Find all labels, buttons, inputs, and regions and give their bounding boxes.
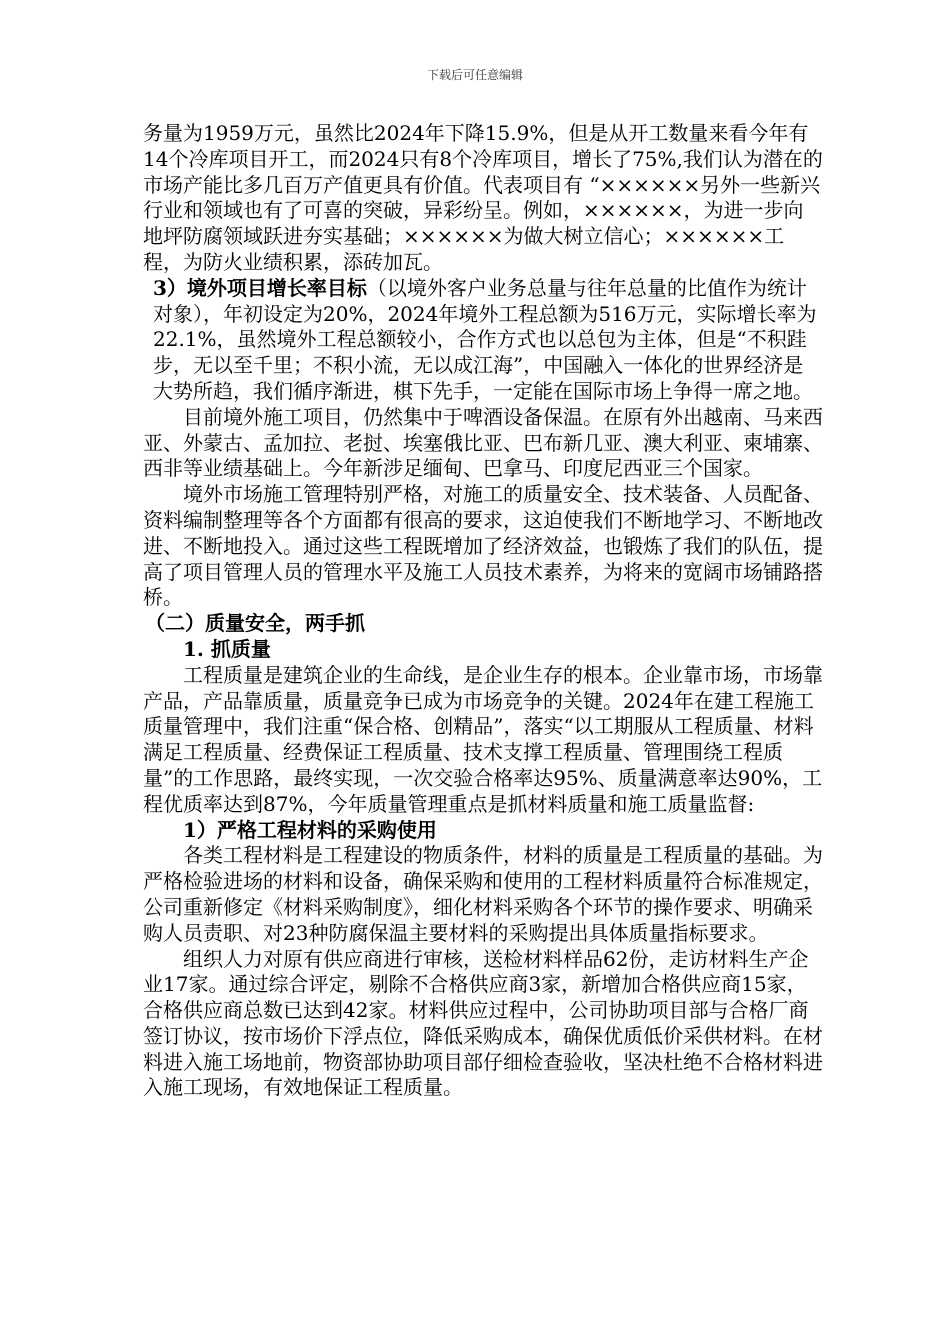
paragraph-supplier-review: 组织人力对原有供应商进行审核，送检材料样品62份，走访材料生产企业17家。通过综合评定，剔除不合格供应商3家，新增加合格供应商15家，合格供应商总数已达到42家。材料供应过程中，公司协助项目部与合格厂商签订协议，按市场价下浮点位，降低采购成本，确保优质低价采供材料。在材料进入施工场地前，物资部协助项目部仔细检查验收，坚决杜绝不合格材料进入施工现场，有效地保证工程质量。	[143, 946, 823, 1100]
paragraph-domestic-business: 务量为1959万元，虽然比2024年下降15.9%，但是从开工数量来看今年有14个冷库项目开工，而2024只有8个冷库项目，增长了75%,我们认为潜在的市场产能比多几百万产值更具有价值。代表项目有 “××××××另外一些新兴行业和领域也有了可喜的突破，异彩纷呈。例如，××××××，为进一步向地坪防腐领域跃进夯实基础；××××××为做大树立信心；××××××工程，为防火业绩积累，添砖加瓦。	[143, 121, 823, 274]
subsection-heading-quality: 1. 抓质量	[183, 636, 271, 661]
document-body	[143, 121, 823, 1101]
overseas-growth-body: （以境外客户业务总量与往年总量的比值作为统计对象），年初设定为20%，2024年境外工程总额为516万元，实际增长率为22.1%，虽然境外工程总额较小，合作方式也以总包为主体，但是“不积跬步，无以至千里；不积小流，无以成江海”，中国融入一体化的世界经济是大势所趋，我们循序渐进，棋下先手，一定能在国际市场上争得一席之地。	[153, 275, 817, 403]
paragraph-quality-overview: 工程质量是建筑企业的生命线，是企业生存的根本。企业靠市场，市场靠产品，产品靠质量，质量竞争已成为市场竞争的关键。2024年在建工程施工质量管理中，我们注重“保合格、创精品”，落实“以工期服从工程质量、材料满足工程质量、经费保证工程质量、技术支撑工程质量、管理围绕工程质量”的工作思路，最终实现，一次交验合格率达95%、质量满意率达90%，工程优质率达到87%，今年质量管理重点是抓材料质量和施工质量监督:	[143, 662, 823, 816]
page-header: 下载后可任意编辑	[426, 68, 523, 82]
subsection-heading-materials: 1）严格工程材料的采购使用	[183, 817, 437, 842]
paragraph-overseas-projects: 目前境外施工项目，仍然集中于啤酒设备保温。在原有外出越南、马来西亚、外蒙古、孟加拉、老挝、埃塞俄比亚、巴布新几亚、澳大利亚、柬埔寨、西非等业绩基础上。今年新涉足缅甸、巴拿马、印度尼西亚三个国家。	[143, 404, 823, 481]
paragraph-overseas-growth	[143, 276, 823, 405]
overseas-growth-title: 3）境外项目增长率目标	[153, 275, 367, 300]
paragraph-overseas-management: 境外市场施工管理特别严格，对施工的质量安全、技术装备、人员配备、资料编制整理等各个方面都有很高的要求，这迫使我们不断地学习、不断地改进、不断地投入。通过这些工程既增加了经济效益，也锻炼了我们的队伍，提高了项目管理人员的管理水平及施工人员技术素养，为将来的宽阔市场铺路搭桥。	[143, 482, 823, 610]
section-heading-quality-safety: （二）质量安全，两手抓	[145, 611, 365, 636]
paragraph-materials-procurement: 各类工程材料是工程建设的物质条件，材料的质量是工程质量的基础。为严格检验进场的材料和设备，确保采购和使用的工程材料质量符合标准规定，公司重新修定《材料采购制度》，细化材料采购各个环节的操作要求、明确采购人员责职、对23种防腐保温主要材料的采购提出具体质量指标要求。	[143, 843, 823, 945]
